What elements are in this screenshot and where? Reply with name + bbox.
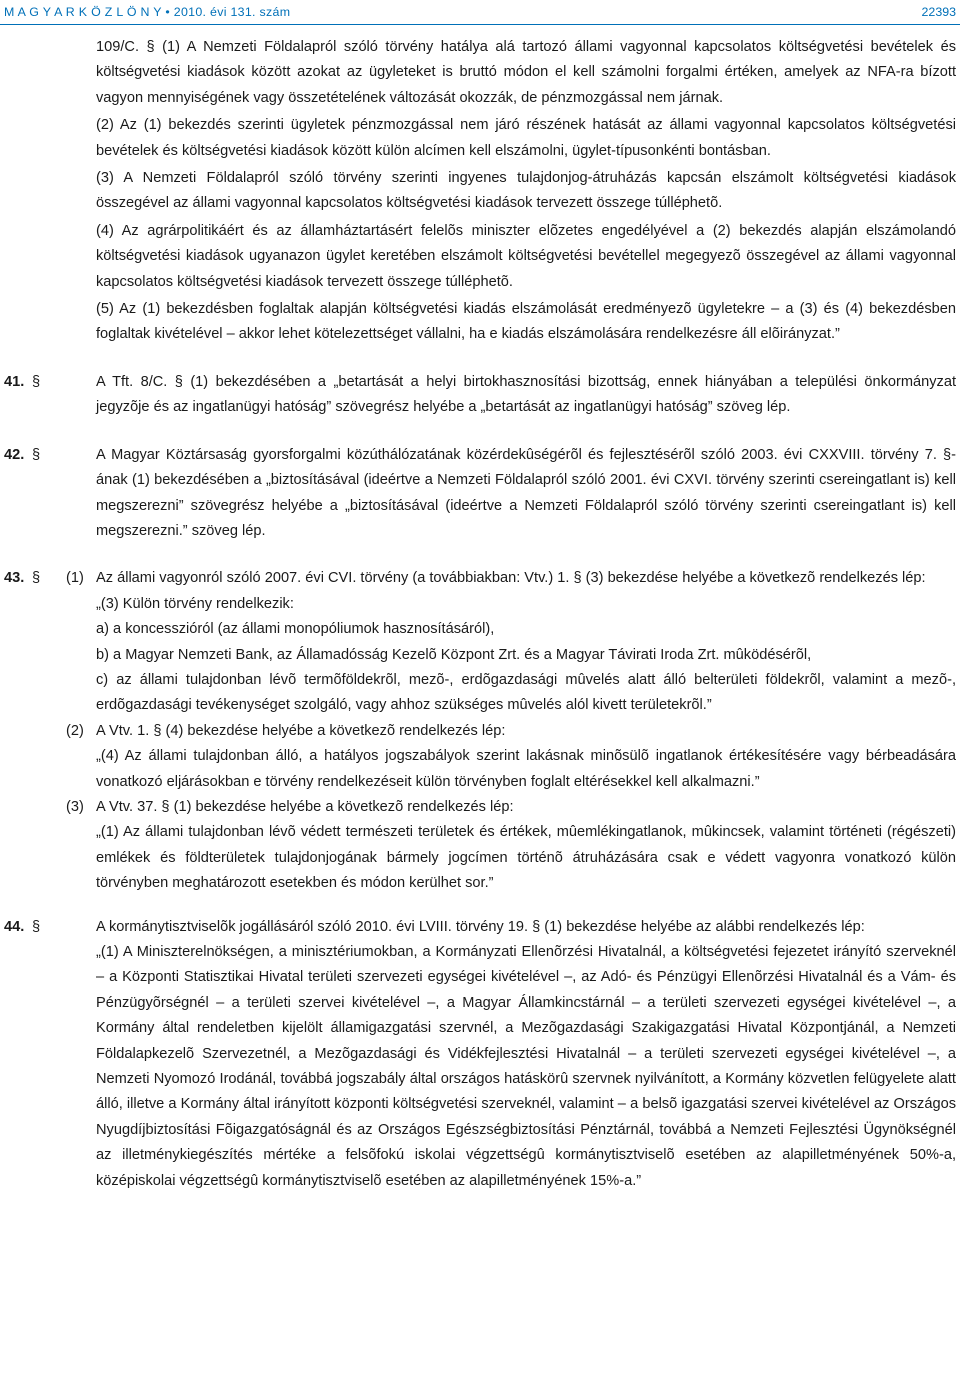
- section-symbol: §: [32, 373, 41, 390]
- quoted-provision: „(1) Az állami tulajdonban lévõ védett természeti területek és értékek, mûemlékingatlanok, mûkincsek, valamint történeti (régészeti) emlékek és földterületek tulajdonjogának bármely jogcímen történõ átruházására csak e védett vagyonra vonatkozó külön törvényben meghatározott esetekben és módon kerülhet sor.”: [96, 824, 956, 892]
- section-number: 44.: [4, 918, 25, 935]
- subsection-3: [66, 795, 956, 897]
- paragraph-109c-2: (2) Az (1) bekezdés szerinti ügyletek pénzmozgással nem járó részének hatását az állami vagyonnal kapcsolatos költségvetési bevételek és költségvetési kiadások között külön alcímen kell elszámolni, ügylet-típusonkénti bontásban.: [96, 117, 956, 159]
- subsection-number: (3): [66, 798, 84, 815]
- subsection-2: [66, 719, 956, 795]
- paragraph-109c-4: (4) Az agrárpolitikáért és az államháztartásért felelõs miniszter elõzetes engedélyével a (2) bekezdés alapján elszámolandó költségvetési kiadások ugyanazon ügylet keretében elszámolt költségvetési bevétellel megegyezõ összegével az állami vagyonnal kapcsolatos költségvetési kiadások tervezett összege túlléphetõ.: [96, 222, 956, 290]
- section-41: [0, 370, 960, 421]
- section-44: [0, 915, 960, 1194]
- subsection-number: (1): [66, 570, 84, 587]
- quoted-provision: „(1) A Miniszterelnökségen, a minisztériumokban, a Kormányzati Ellenõrzési Hivatalnál, a költségvetési fejezetet irányító szerveknél – a Központi Statisztikai Hivatal területi szervezeti egységei kivételével –, az Adó- és Pénzügyi Ellenõrzési Hivatalnál és a Vám- és Pénzügyõrségnél – a területi szervei kivételével –, a Magyar Államkincstárnál – a területi szervezeti egységei kivételével –, a Kormány által rendeletben kijelölt államigazgatási szervnél, a Mezõgazdasági Szakigazgatási Hivatal Központjánál, a Nemzeti Földalapkezelõ Szervezetnél, a Mezõgazdasági és Vidékfejlesztési Hivatalnál – a területi szervezeti egységei kivételével –, a Nemzeti Nyomozó Irodánál, továbbá jogszabály által országos hatáskörû szervnek nyilvánított, a Kormány közvetlen felügyelete alatt álló, illetve a Kormány által irányított központi költségvetési szerveknél, valamint – a belsõ igazgatási szervei kivételével az Országos Nyugdíjbiztosítási Fõigazgatóságnál és az Országos Egészségbiztosítási Pénztárnál, továbbá a Nemzeti Fejlesztési Ügynökségnél az illetménykiegészítés mértéke a felsõfokú iskolai végzettségû kormánytisztviselõ esetében az alapilletményének 50%-a, középiskolai végzettségû kormánytisztviselõ esetében az alapilletményének 15%-a.”: [96, 944, 956, 1189]
- subsection-text: A Vtv. 37. § (1) bekezdése helyébe a következõ rendelkezés lép:: [96, 798, 514, 815]
- section-42: [0, 443, 960, 545]
- document-body: [0, 35, 960, 1194]
- section-number: 42.: [4, 446, 25, 463]
- section-symbol: §: [32, 918, 41, 935]
- quote-heading: „(3) Külön törvény rendelkezik:: [96, 595, 294, 612]
- subsection-1: [66, 566, 956, 718]
- running-head: M A G Y A R K Ö Z L Ö N Y • 2010. évi 131. szám: [4, 5, 291, 19]
- subsection-number: (2): [66, 722, 84, 739]
- paragraph-109c-5: (5) Az (1) bekezdésben foglaltak alapján költségvetési kiadás elszámolását eredményezõ ügyletekre – a (3) és (4) bekezdésben foglaltak kivételével – akkor lehet kötelezettséget vállalni, ha e kiadás elszámolására rendelkezésre áll elõirányzat.”: [96, 301, 956, 343]
- page-number: 22393: [921, 5, 956, 19]
- paragraph-109c-3: (3) A Nemzeti Földalapról szóló törvény szerinti ingyenes tulajdonjog-átruházás kapcsán elszámolt költségvetési kiadások összegével az állami vagyonnal kapcsolatos költségvetési kiadások tervezett összege túlléphetõ.: [96, 170, 956, 212]
- header-rule: [0, 24, 960, 25]
- quoted-provision: „(4) Az állami tulajdonban álló, a hatályos jogszabályok szerint lakásnak minõsülõ ingatlanok értékesítésére vagy bérbeadására vonatkozó eljárásokban e törvény rendelkezéseit külön törvényben foglalt eltérésekkel kell alkalmazni.”: [96, 748, 956, 790]
- page-header: [0, 0, 960, 26]
- section-text: A Magyar Köztársaság gyorsforgalmi közúthálózatának közérdekûségérõl és fejlesztésérõl szóló 2003. évi CXXVIII. törvény 7. §-ának (1) bekezdésében a „biztosításával (ideértve a Nemzeti Földalapról szóló 2001. évi CXVI. törvény szerinti csereingatlant is) kell megszerezni” szövegrész helyébe a „biztosításával (ideértve a Nemzeti Földalapról szóló törvény szerinti csereingatlant is) kell megszerezni.” szöveg lép.: [96, 446, 956, 539]
- section-number: 43.: [4, 570, 25, 587]
- section-symbol: §: [32, 446, 41, 463]
- section-43: [0, 566, 960, 896]
- list-item-b: b) a Magyar Nemzeti Bank, az Államadósság Kezelõ Központ Zrt. és a Magyar Távirati Iroda Zrt. mûködésérõl,: [96, 646, 812, 663]
- section-text: A kormánytisztviselõk jogállásáról szóló 2010. évi LVIII. törvény 19. § (1) bekezdése helyébe az alábbi rendelkezés lép:: [96, 918, 865, 935]
- section-text: A Tft. 8/C. § (1) bekezdésében a „betartását a helyi birtokhasznosítási bizottság, ennek hiányában a települési önkormányzat jegyzõje és az ingatlanügyi hatóság” szövegrész helyébe a „betartását az ingatlanügyi hatóság” szöveg lép.: [96, 373, 956, 416]
- subsection-text: A Vtv. 1. § (4) bekezdése helyébe a következõ rendelkezés lép:: [96, 722, 506, 739]
- subsection-text: Az állami vagyonról szóló 2007. évi CVI. törvény (a továbbiakban: Vtv.) 1. § (3) bekezdése helyébe a következõ rendelkezés lép:: [96, 570, 926, 587]
- section-symbol: §: [32, 570, 41, 587]
- section-number: 41.: [4, 373, 25, 390]
- list-item-a: a) a koncesszióról (az állami monopóliumok hasznosításáról),: [96, 621, 495, 638]
- paragraph-109c-1: 109/C. § (1) A Nemzeti Földalapról szóló törvény hatálya alá tartozó állami vagyonnal kapcsolatos költségvetési bevételek és költségvetési kiadások között azokat az ügyleteket is bruttó módon el kell számolni forgalmi értéken, amelyek az NFA-ra bízott vagyon mennyiségének vagy összetételének változását okozzák, de pénzmozgással nem járnak.: [96, 39, 956, 106]
- list-item-c: c) az állami tulajdonban lévõ termõföldekrõl, mezõ-, erdõgazdasági mûvelés alatt álló belterületi földekrõl, valamint a mezõ-, erdõgazdasági tevékenységet szolgáló, vagy ahhoz szükséges mûvelés alól kivett területekrõl.”: [96, 671, 956, 714]
